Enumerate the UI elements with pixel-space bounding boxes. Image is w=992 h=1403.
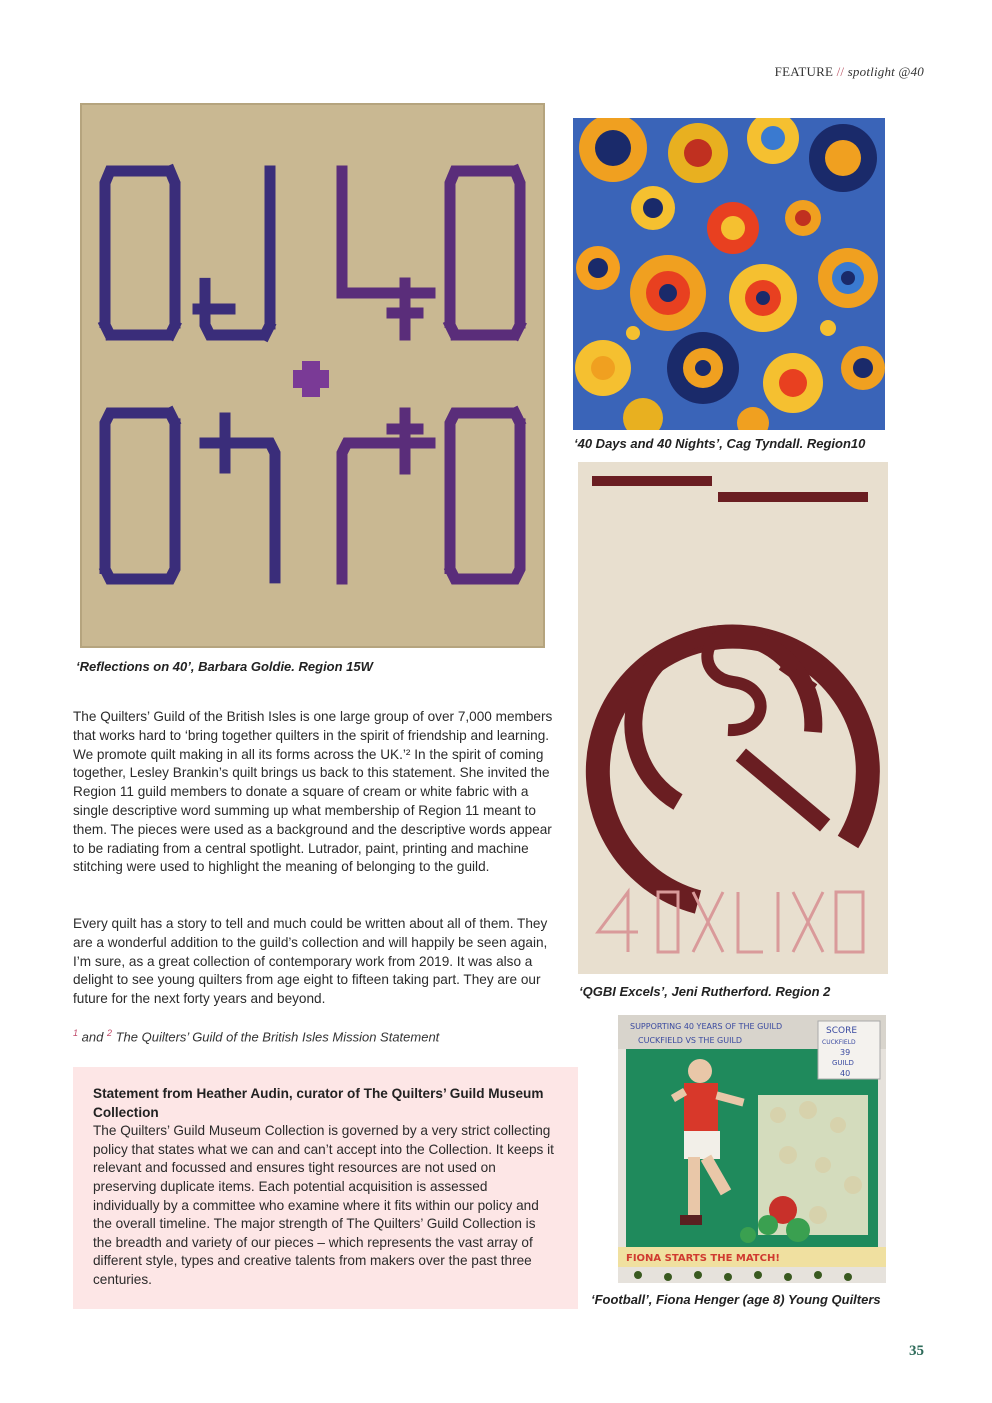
- quilt-name-banner: FIONA STARTS THE MATCH!: [626, 1253, 780, 1264]
- score-line3: GUILD: [832, 1059, 854, 1067]
- article-paragraph-1: The Quilters’ Guild of the British Isles is one large group of over 7,000 members that works hard to ‘bring together quilters in the spirit of friendship and learning. We promote quilt making in all its forms across the UK.’² In the spirit of coming together, Lesley Brankin’s quilt brings us back to this statement. She invited the Region 11 guild members to donate a square of cream or white fabric with a single descriptive word summing up what membership of Region 11 meant to them. The pieces were used as a background and the descriptive words appear to be radiating from a central spotlight. Lutrador, paint, printing and machine stitching were used to highlight the meaning of belonging to the guild.: [73, 709, 553, 875]
- header-separator: //: [836, 64, 845, 79]
- footnote-mark-1: 1: [73, 1028, 79, 1038]
- score-title: SCORE: [826, 1026, 858, 1036]
- footnote-and: and: [81, 1029, 104, 1045]
- quilt-text-match: CUCKFIELD VS THE GUILD: [638, 1036, 743, 1045]
- football-quilt-photo: [618, 1015, 886, 1283]
- statement-box: [73, 1067, 578, 1309]
- score-line1: CUCKFIELD: [822, 1039, 856, 1046]
- qgbi-caption: ‘QGBI Excels’, Jeni Rutherford. Region 2: [579, 984, 831, 999]
- footnote: [73, 1028, 439, 1044]
- qgbi-quilt-photo: [578, 462, 888, 974]
- header-section: FEATURE: [774, 64, 834, 79]
- statement-text: The Quilters’ Guild Museum Collection is governed by a very strict collecting policy that states what we can and can’t accept into the Collection. It keeps it relevant and focussed and ensures tight resources are not used on preserving duplicate items. Each potential acquisition is assessed individually by a committee who examine where it fits within our policy and the overall timeline. The major strength of The Quilters’ Guild Collection is the breadth and variety of our pieces – which represents the vast array of different style, types and creative talents from makers over the past three centuries.: [93, 1123, 554, 1287]
- football-caption: ‘Football’, Fiona Henger (age 8) Young Quilters: [591, 1292, 881, 1307]
- page-number: 35: [909, 1343, 924, 1359]
- reflections-quilt-photo: [80, 103, 545, 648]
- header-subsection: spotlight @40: [847, 64, 924, 79]
- quilt-text-top: SUPPORTING 40 YEARS OF THE GUILD: [630, 1022, 783, 1031]
- footnote-text: The Quilters’ Guild of the British Isles Mission Statement: [115, 1029, 440, 1045]
- statement-title: Statement from Heather Audin, curator of The Quilters’ Guild Museum Collection: [93, 1086, 544, 1120]
- score-line4: 40: [840, 1069, 851, 1078]
- forty-days-quilt-photo: [573, 118, 885, 430]
- footnote-mark-2: 2: [106, 1028, 112, 1038]
- reflections-caption: ‘Reflections on 40’, Barbara Goldie. Region 15W: [76, 659, 373, 674]
- score-line2: 39: [840, 1048, 851, 1057]
- running-header: [775, 64, 924, 80]
- article-paragraph-2: Every quilt has a story to tell and much could be written about all of them. They are a wonderful addition to the guild’s collection and will happily be seen again, I’m sure, as a great collection of contemporary work from 2019. It was also a delight to see young quilters from age eight to fifteen taking part. They are our future for the next forty years and beyond.: [73, 916, 548, 1007]
- forty-days-caption: ‘40 Days and 40 Nights’, Cag Tyndall. Region10: [574, 436, 866, 451]
